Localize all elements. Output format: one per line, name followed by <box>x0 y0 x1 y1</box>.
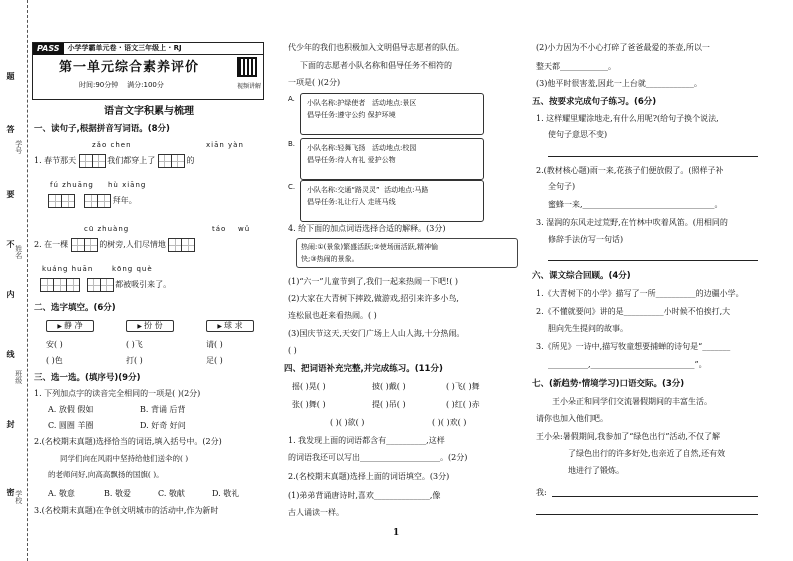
pinyin: táo <box>212 225 227 233</box>
gutter-field: 学校 <box>14 490 23 504</box>
char-box[interactable] <box>84 194 98 208</box>
text-line: __________,__________________________”。 <box>548 360 707 369</box>
gutter-mark: 封 <box>6 420 16 428</box>
me-label: 我: <box>536 488 547 497</box>
q4-sentence: (1)“六一”儿童节到了,我们一起来热闹一下吧!( ) <box>288 277 459 286</box>
answer-line[interactable] <box>548 148 758 157</box>
section-4-title: 四、把词语补充完整,并完成练习。(11分) <box>284 364 443 374</box>
section-6-title: 六、课文综合回顾。(4分) <box>532 271 631 281</box>
text-line: (3)他平时很害羞,因此一上台就____________。 <box>536 79 702 88</box>
gutter-mark: 密 <box>6 488 16 496</box>
q4-sub1b: 的词语我还可以写出____________________。(2分) <box>288 453 468 462</box>
q1-sentence-2: 2. 在一棵 的树旁,人们尽情地 <box>34 238 194 252</box>
text-line: 蜜蜂一来,_________________________________。 <box>548 200 723 209</box>
dialogue-line: 了绿色出行的许多好处,也亲近了自然,还有效 <box>568 449 726 458</box>
pinyin: wǔ <box>238 225 251 233</box>
pinyin: hù xiāng <box>108 181 147 189</box>
text-line: 下面的志愿者小队名称和倡导任务不相符的 <box>300 61 452 70</box>
qr-label: 视频讲解 <box>236 83 261 90</box>
word-fill[interactable]: 披( )戴( ) <box>372 382 406 391</box>
text-line: 1. 这样耀里耀涂地走,有什么用呢?(给句子换个说法, <box>536 114 719 123</box>
series-name: 小学学霸单元卷 · 语文三年级上 · RJ <box>67 44 182 53</box>
char-box[interactable] <box>92 154 106 168</box>
fill-blank[interactable]: 足( ) <box>206 356 223 365</box>
char-box[interactable] <box>158 154 172 168</box>
q4-sentence: ( ) <box>288 346 297 355</box>
pinyin: cū zhuàng <box>84 225 130 233</box>
fill-blank[interactable]: ( )飞 <box>126 340 143 349</box>
q3-item-3: 3.(名校期末真题)在争创文明城市的活动中,作为新时 <box>34 506 219 515</box>
q1-sentence-2b: 都被吸引来了。 <box>40 278 171 292</box>
q3-item-2: 2.(名校期末真题)选择恰当的词语,填入括号中。(2分) <box>34 437 222 446</box>
exam-header <box>32 42 264 100</box>
q3-title: 三、选一选。(填序号)(9分) <box>34 373 141 383</box>
text-line: 一项是( )(2分) <box>288 78 341 87</box>
char-box[interactable] <box>84 238 98 252</box>
definition-box: 热闹:①(景象)繁盛活跃;②使场面活跃,精神愉 快;③热闹的景象。 <box>296 238 518 268</box>
word-pair: ▶ 球 求 <box>206 320 254 332</box>
exam-meta: 时间:90分钟 满分:100分 <box>79 81 164 89</box>
text-line: 请你也加入他们吧。 <box>536 414 608 423</box>
text-line: 全句子) <box>548 182 576 191</box>
text-line: 整天都____________。 <box>536 62 616 71</box>
option[interactable]: A. 放假 假如 <box>48 405 94 414</box>
text-line: 1.《大青树下的小学》描写了一所__________的边疆小学。 <box>536 289 744 298</box>
char-box[interactable] <box>87 278 101 292</box>
fill-blank[interactable]: 安( ) <box>46 340 63 349</box>
pinyin: fú zhuāng <box>50 181 94 189</box>
option[interactable]: B. 背诵 后背 <box>140 405 186 414</box>
q4-sentence: 连松鼠也赶来看热闹。( ) <box>288 311 377 320</box>
qr-code-icon[interactable] <box>237 57 257 77</box>
section-heading: 语言文字积累与梳理 <box>104 106 194 117</box>
char-box[interactable] <box>71 238 85 252</box>
option[interactable]: C. 圆圈 羊圈 <box>48 421 94 430</box>
gutter-mark: 答 <box>6 125 16 133</box>
word-fill[interactable]: ( )( )欢( ) <box>432 418 467 427</box>
char-box[interactable] <box>168 238 182 252</box>
page-number: 1 <box>393 528 400 538</box>
q2-title: 二、选字填空。(6分) <box>34 303 116 313</box>
text-line: 3.《所见》一诗中,描写牧童想要捕蝉的诗句是“_______ <box>536 342 731 351</box>
text-line: 修辞手法仿写一句话) <box>548 235 624 244</box>
q4-sub2: 2.(名校期末真题)选择上面的词语填空。(3分) <box>288 472 450 481</box>
q4-sentence: (3)国庆节这天,天安门广场上人山人海,十分热闹。 <box>288 329 465 338</box>
word-pair: ▶ 扮 份 <box>126 320 174 332</box>
gutter-mark: 题 <box>6 72 16 80</box>
gutter-mark: 线 <box>6 350 16 358</box>
char-box[interactable] <box>171 154 185 168</box>
pinyin: zǎo chen <box>92 141 132 149</box>
fill-blank[interactable]: ( )色 <box>46 356 63 365</box>
q3-item-1: 1. 下列加点字的读音完全相同的一项是( )(2分) <box>34 389 201 398</box>
q4-sentence: (2)大家在大青树下摔跤,做游戏,招引来许多小鸟, <box>288 294 459 303</box>
char-box[interactable] <box>61 194 75 208</box>
word-fill[interactable]: ( )( )欲( ) <box>330 418 365 427</box>
text-line: 2.(教材核心题)雨一来,花孩子们便放假了。(照样子补 <box>536 166 724 175</box>
q4-sub2b: 古人诵读一样。 <box>288 508 344 517</box>
option-label: B. <box>288 140 296 148</box>
gutter-field: 学号 <box>14 140 23 154</box>
dialogue-line: 地进行了锻炼。 <box>568 466 624 475</box>
char-box[interactable] <box>100 278 114 292</box>
section-5-title: 五、按要求完成句子练习。(6分) <box>532 97 657 107</box>
option-label: A. <box>288 95 295 103</box>
team-card-c[interactable]: 小队名称:交通“路灵灵” 活动地点:马路 倡导任务:礼让行人 走班马线 <box>300 180 484 222</box>
gutter-field: 姓名 <box>14 245 23 259</box>
page-title: 第一单元综合素养评价 <box>59 60 200 75</box>
char-box[interactable] <box>53 278 67 292</box>
answer-line[interactable] <box>536 506 758 515</box>
gutter-mark: 要 <box>6 190 16 198</box>
text-line: 2.《不懂就要问》讲的是__________小时候不怕挨打,大 <box>536 307 731 316</box>
q4-sub1: 1. 我发现上面的词语都含有__________,这样 <box>288 436 445 445</box>
word-fill[interactable]: ( )红( )赤 <box>446 400 480 409</box>
text-line: (2)小力因为不小心打碎了爸爸最爱的茶壶,所以一 <box>536 43 710 52</box>
q1-sentence-1: 1. 春节那天 我们都穿上了 的 <box>34 154 268 168</box>
word-fill[interactable]: 摇( )晃( ) <box>292 382 326 391</box>
pinyin: kuáng huān <box>42 265 94 273</box>
fill-blank[interactable]: 请( ) <box>206 340 223 349</box>
option[interactable]: B. 敬爱 <box>104 489 131 498</box>
q4-title: 4. 给下面的加点词语选择合适的解释。(3分) <box>288 224 446 233</box>
word-fill[interactable]: ( )飞( )舞 <box>446 382 480 391</box>
q1-sentence-1b: 拜年。 <box>48 194 137 208</box>
char-box[interactable] <box>79 154 93 168</box>
dialogue-line: 王小朵:暑假期间,我参加了“绿色出行”活动,不仅了解 <box>536 432 720 441</box>
fill-blank[interactable]: 打( ) <box>126 356 143 365</box>
char-box[interactable] <box>66 278 80 292</box>
gutter-mark: 内 <box>6 290 16 298</box>
char-box[interactable] <box>97 194 111 208</box>
q1-title: 一、读句子,根据拼音写词语。(8分) <box>34 124 170 134</box>
option[interactable]: D. 敬礼 <box>212 489 240 498</box>
answer-line[interactable] <box>552 488 758 497</box>
text-line: 3. 湿润的东风走过荒野,在竹林中吹着风笛。(用相同的 <box>536 218 728 227</box>
word-pair: ▶ 静 净 <box>46 320 94 332</box>
text-line: 王小朵正和同学们交流暑假期间的丰富生活。 <box>552 397 712 406</box>
word-fill[interactable]: 提( )吊( ) <box>372 400 406 409</box>
char-box[interactable] <box>40 278 54 292</box>
word-fill[interactable]: 张( )舞( ) <box>292 400 326 409</box>
brand-logo: PASS <box>33 43 64 55</box>
gutter-field: 班级 <box>14 370 23 384</box>
option[interactable]: C. 敬献 <box>158 489 185 498</box>
q4-sub2a: (1)弟弟背诵唐诗时,喜欢______________,像 <box>288 491 441 500</box>
team-card-b[interactable]: 小队名称:轻舞飞扬 活动地点:校园 倡导任务:待人有礼 爱护公物 <box>300 138 484 180</box>
gutter-mark: 不 <box>6 240 16 248</box>
answer-line[interactable] <box>548 252 758 261</box>
char-box[interactable] <box>48 194 62 208</box>
team-card-a[interactable]: 小队名称:护绿使者 活动地点:景区 倡导任务:遵守公约 保护环境 <box>300 93 484 135</box>
text-line: 使句子意思不变) <box>548 130 608 139</box>
binding-gutter <box>0 0 28 561</box>
text-line: 胆向先生提问的故事。 <box>548 324 628 333</box>
text-line: 代少年的我们也积极加入文明倡导志愿者的队伍。 <box>288 43 464 52</box>
option[interactable]: A. 敬意 <box>48 489 75 498</box>
option-label: C. <box>288 183 296 191</box>
section-7-title: 七、(新趋势·情境学习)口语交际。(3分) <box>532 379 685 389</box>
pinyin: xiān yàn <box>206 141 244 149</box>
q3-sentence: 同学们向在风雨中坚持给他们送伞的( ) <box>60 454 189 463</box>
option[interactable]: D. 好奇 好问 <box>140 421 186 430</box>
q3-sentence: 的老师问好,向高高飘扬的国旗( )。 <box>48 470 164 479</box>
pinyin: kōng què <box>112 265 153 273</box>
char-box[interactable] <box>181 238 195 252</box>
